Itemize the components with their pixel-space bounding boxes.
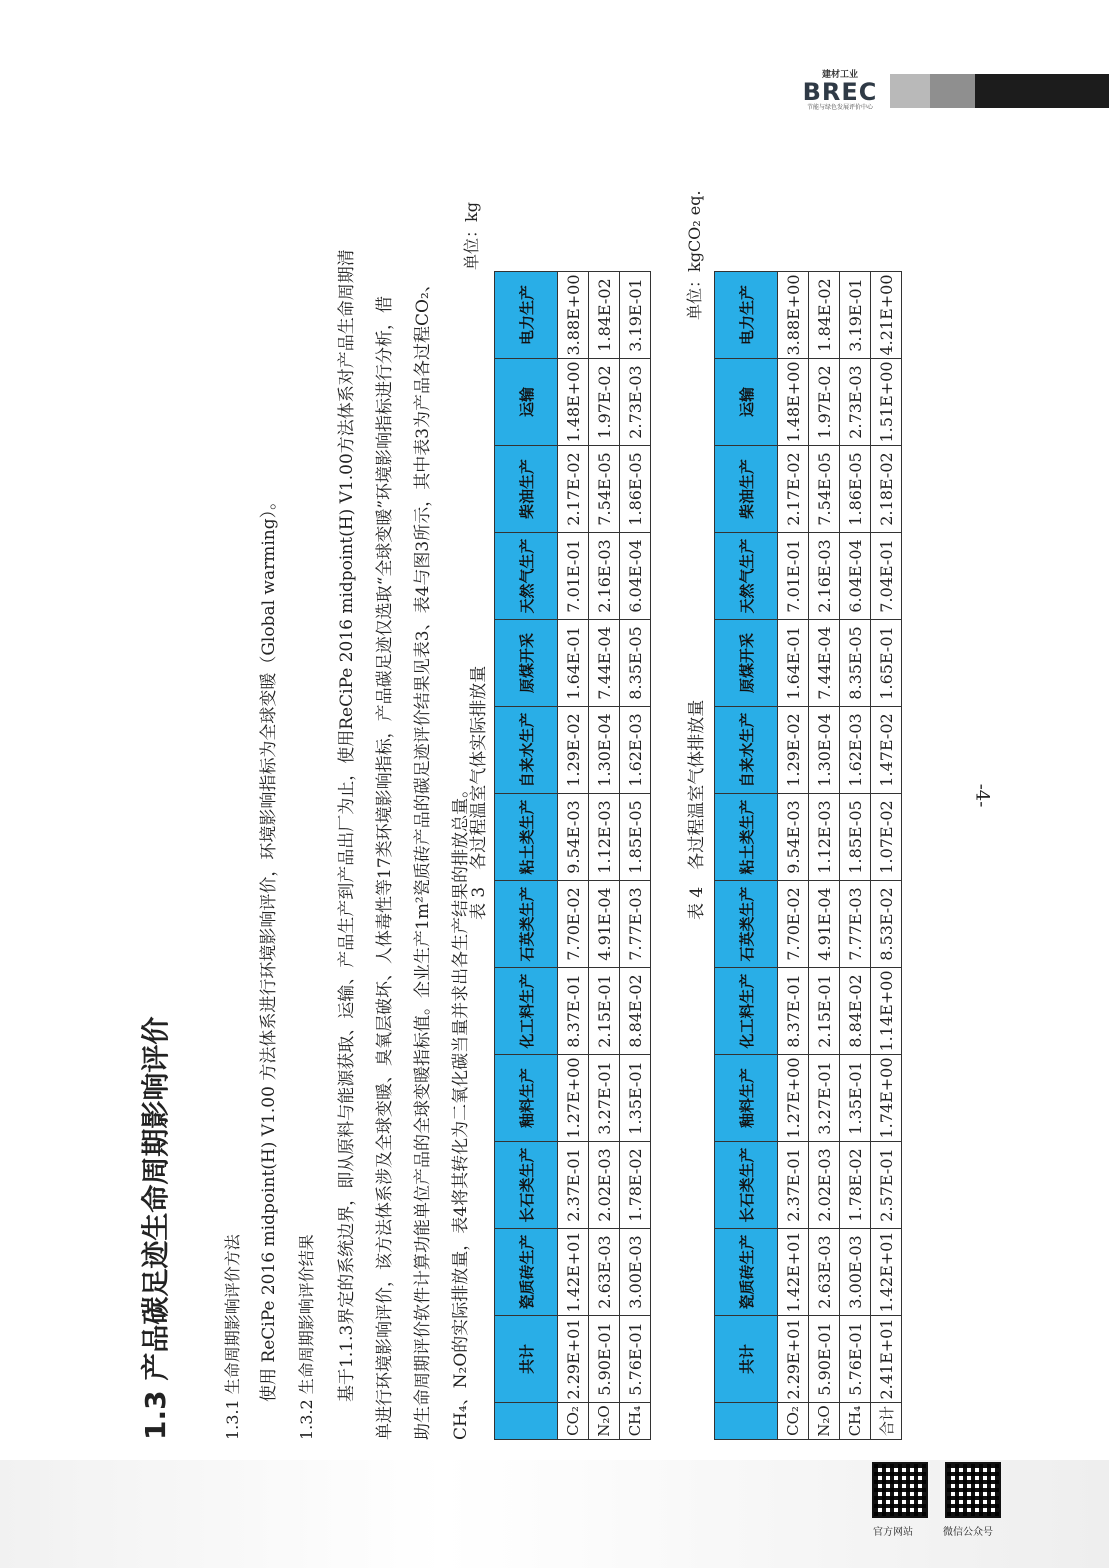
row-header-cell: N₂O xyxy=(809,1403,840,1440)
table-cell: 1.62E-03 xyxy=(840,707,871,794)
table4-header-cell: 共计 xyxy=(715,1316,778,1403)
row-header-cell: N₂O xyxy=(589,1403,620,1440)
table-cell: 1.12E-03 xyxy=(809,794,840,881)
table-cell: 7.04E-01 xyxy=(871,533,902,620)
table-cell: 6.04E-04 xyxy=(620,533,651,620)
table4-body xyxy=(778,272,902,1440)
table4-header-cell: 釉料生产 xyxy=(715,1055,778,1142)
table3-header-cell: 石英类生产 xyxy=(495,881,558,968)
table-cell: 1.85E-05 xyxy=(840,794,871,881)
table-cell: 2.63E-03 xyxy=(589,1229,620,1316)
table-cell: 3.27E-01 xyxy=(809,1055,840,1142)
table4-header-cell: 粘土类生产 xyxy=(715,794,778,881)
qr-code-website-icon[interactable] xyxy=(872,1462,928,1518)
table-cell: 7.70E-02 xyxy=(558,881,589,968)
table4-header-cell: 自来水生产 xyxy=(715,707,778,794)
table-cell: 1.64E-01 xyxy=(558,620,589,707)
table-cell: 1.30E-04 xyxy=(589,707,620,794)
table-row xyxy=(840,272,871,1440)
table-row xyxy=(809,272,840,1440)
result-paragraph-line-1: 基于1.1.3界定的系统边界，即从原料与能源获取、运输、产品生产到产品出厂为止，使用ReCiPe 2016 midpoint(H) V1.00方法体系对产品生命周期清 xyxy=(337,249,357,1402)
table-cell: 1.29E-02 xyxy=(558,707,589,794)
table-cell: 1.07E-02 xyxy=(871,794,902,881)
table-cell: 1.47E-02 xyxy=(871,707,902,794)
table4-header-row xyxy=(715,272,778,1440)
table-cell: 1.48E+00 xyxy=(558,359,589,446)
table3-header-cell: 化工料生产 xyxy=(495,968,558,1055)
table-cell: 1.64E-01 xyxy=(778,620,809,707)
table3-body xyxy=(558,272,651,1440)
table-row xyxy=(620,272,651,1440)
table-cell: 3.19E-01 xyxy=(840,272,871,359)
table3-header-row xyxy=(495,272,558,1440)
table-cell: 2.17E-02 xyxy=(778,446,809,533)
table4-header-cell xyxy=(715,1403,778,1440)
table-cell: 1.78E-02 xyxy=(840,1142,871,1229)
table3-header-cell: 电力生产 xyxy=(495,272,558,359)
qr-code-wechat-icon[interactable] xyxy=(945,1462,1001,1518)
table-cell: 7.77E-03 xyxy=(620,881,651,968)
table-cell: 1.35E-01 xyxy=(620,1055,651,1142)
table-cell: 2.29E+01 xyxy=(778,1316,809,1403)
table-cell: 3.88E+00 xyxy=(558,272,589,359)
table-cell: 1.30E-04 xyxy=(809,707,840,794)
table4-header-cell: 化工料生产 xyxy=(715,968,778,1055)
rotated-page-content xyxy=(134,140,894,1440)
section-title: 1.3 产品碳足迹生命周期影响评价 xyxy=(139,1016,172,1440)
table-cell: 8.37E-01 xyxy=(778,968,809,1055)
table-cell: 2.29E+01 xyxy=(558,1316,589,1403)
table-cell: 1.27E+00 xyxy=(778,1055,809,1142)
footer-background xyxy=(0,1460,1109,1568)
result-paragraph-line-3: 助生命周期评价软件计算功能单位产品的全球变暖指标值。企业生产1m²瓷质砖产品的碳足迹评价结果见表3、表4与图3所示，其中表3为产品各过程CO₂、 xyxy=(413,275,433,1440)
qr-wechat-label: 微信公众号 xyxy=(943,1527,993,1538)
method-paragraph: 使用 ReCiPe 2016 midpoint(H) V1.00 方法体系进行环境影响评价，环境影响指标为全球变暖（Global warming）。 xyxy=(259,492,279,1402)
table3-unit: 单位：kg xyxy=(462,202,481,270)
table-cell: 1.42E+01 xyxy=(778,1229,809,1316)
table-cell: 5.76E-01 xyxy=(840,1316,871,1403)
table3-header-cell: 天然气生产 xyxy=(495,533,558,620)
table-cell: 4.21E+00 xyxy=(871,272,902,359)
table3 xyxy=(494,271,651,1440)
table-cell: 2.37E-01 xyxy=(778,1142,809,1229)
subsection-1-heading: 1.3.1 生命周期影响评价方法 xyxy=(223,1234,242,1440)
table-cell: 2.37E-01 xyxy=(558,1142,589,1229)
result-paragraph-line-4: CH₄、N₂O的实际排放量，表4将其转化为二氧化碳当量并求出各生产结果的排放总量。 xyxy=(451,780,471,1440)
table-cell: 1.14E+00 xyxy=(871,968,902,1055)
table-cell: 2.15E-01 xyxy=(589,968,620,1055)
table-cell: 1.85E-05 xyxy=(620,794,651,881)
header-band-mid xyxy=(930,74,980,108)
table-cell: 7.44E-04 xyxy=(589,620,620,707)
table-cell: 7.77E-03 xyxy=(840,881,871,968)
table-cell: 2.73E-03 xyxy=(620,359,651,446)
table-cell: 8.35E-05 xyxy=(620,620,651,707)
table-cell: 3.19E-01 xyxy=(620,272,651,359)
table-cell: 5.90E-01 xyxy=(589,1316,620,1403)
table3-header-cell: 自来水生产 xyxy=(495,707,558,794)
table-cell: 1.74E+00 xyxy=(871,1055,902,1142)
logo-top-text: 建材工业 xyxy=(821,70,858,80)
table4-header-cell: 电力生产 xyxy=(715,272,778,359)
table-cell: 1.42E+01 xyxy=(558,1229,589,1316)
row-header-cell: CH₄ xyxy=(840,1403,871,1440)
table-cell: 9.54E-03 xyxy=(558,794,589,881)
table-cell: 2.41E+01 xyxy=(871,1316,902,1403)
logo-main-text: BREC xyxy=(802,78,878,106)
table-cell: 2.18E-02 xyxy=(871,446,902,533)
table-cell: 8.53E-02 xyxy=(871,881,902,968)
table-row xyxy=(558,272,589,1440)
table-cell: 2.16E-03 xyxy=(589,533,620,620)
table4-header-cell: 柴油生产 xyxy=(715,446,778,533)
table-cell: 8.84E-02 xyxy=(840,968,871,1055)
table-cell: 2.02E-03 xyxy=(589,1142,620,1229)
table-cell: 8.37E-01 xyxy=(558,968,589,1055)
table-cell: 2.02E-03 xyxy=(809,1142,840,1229)
table-cell: 3.00E-03 xyxy=(620,1229,651,1316)
table3-header-cell: 釉料生产 xyxy=(495,1055,558,1142)
table-cell: 7.54E-05 xyxy=(809,446,840,533)
table3-header-cell: 长石类生产 xyxy=(495,1142,558,1229)
table3-header-cell: 原煤开采 xyxy=(495,620,558,707)
header-band-dark xyxy=(975,74,1109,108)
row-header-cell: CH₄ xyxy=(620,1403,651,1440)
table-cell: 1.27E+00 xyxy=(558,1055,589,1142)
table4-header-cell: 长石类生产 xyxy=(715,1142,778,1229)
table3-header-cell: 粘土类生产 xyxy=(495,794,558,881)
table-cell: 2.73E-03 xyxy=(840,359,871,446)
table-cell: 1.84E-02 xyxy=(809,272,840,359)
qr-website-label: 官方网站 xyxy=(873,1527,913,1538)
table-cell: 2.63E-03 xyxy=(809,1229,840,1316)
table-cell: 3.00E-03 xyxy=(840,1229,871,1316)
table-cell: 1.51E+00 xyxy=(871,359,902,446)
table-cell: 7.44E-04 xyxy=(809,620,840,707)
table3-header-cell xyxy=(495,1403,558,1440)
table-row xyxy=(871,272,902,1440)
table-cell: 1.78E-02 xyxy=(620,1142,651,1229)
table-cell: 1.84E-02 xyxy=(589,272,620,359)
table-cell: 4.91E-04 xyxy=(589,881,620,968)
row-header-cell: 合计 xyxy=(871,1403,902,1440)
row-header-cell: CO₂ xyxy=(778,1403,809,1440)
table4-caption: 表 4 各过程温室气体排放量 xyxy=(687,699,707,920)
table-cell: 7.01E-01 xyxy=(778,533,809,620)
table-cell: 2.16E-03 xyxy=(809,533,840,620)
table-cell: 5.76E-01 xyxy=(620,1316,651,1403)
table-cell: 7.01E-01 xyxy=(558,533,589,620)
table-cell: 1.86E-05 xyxy=(840,446,871,533)
brec-logo xyxy=(785,70,895,116)
table3-header-cell: 柴油生产 xyxy=(495,446,558,533)
table-cell: 8.35E-05 xyxy=(840,620,871,707)
table-cell: 1.62E-03 xyxy=(620,707,651,794)
table4-header-cell: 瓷质砖生产 xyxy=(715,1229,778,1316)
table-cell: 1.42E+01 xyxy=(871,1229,902,1316)
table-cell: 9.54E-03 xyxy=(778,794,809,881)
table4-header-cell: 天然气生产 xyxy=(715,533,778,620)
table3-header-cell: 共计 xyxy=(495,1316,558,1403)
table-cell: 2.17E-02 xyxy=(558,446,589,533)
table-cell: 4.91E-04 xyxy=(809,881,840,968)
result-paragraph-line-2: 单进行环境影响评价，该方法体系涉及全球变暖、臭氧层破坏、人体毒性等17类环境影响指标，产品碳足迹仅选取“全球变暖”环境影响指标进行分析，借 xyxy=(375,295,395,1440)
table-cell: 1.97E-02 xyxy=(589,359,620,446)
table3-caption: 表 3 各过程温室气体实际排放量 xyxy=(469,665,489,920)
logo-sub-text: 节能与绿色发展评价中心 xyxy=(806,104,873,111)
table-cell: 7.70E-02 xyxy=(778,881,809,968)
table-cell: 1.65E-01 xyxy=(871,620,902,707)
table-row xyxy=(778,272,809,1440)
table-cell: 2.15E-01 xyxy=(809,968,840,1055)
table4-header-cell: 原煤开采 xyxy=(715,620,778,707)
row-header-cell: CO₂ xyxy=(558,1403,589,1440)
table-cell: 1.12E-03 xyxy=(589,794,620,881)
page-number: -4- xyxy=(971,783,993,808)
table-cell: 1.86E-05 xyxy=(620,446,651,533)
table-cell: 5.90E-01 xyxy=(809,1316,840,1403)
table4-header-cell: 运输 xyxy=(715,359,778,446)
table-cell: 1.29E-02 xyxy=(778,707,809,794)
table3-header-cell: 瓷质砖生产 xyxy=(495,1229,558,1316)
subsection-2-heading: 1.3.2 生命周期影响评价结果 xyxy=(297,1234,316,1440)
table-cell: 6.04E-04 xyxy=(840,533,871,620)
table4-header-cell: 石英类生产 xyxy=(715,881,778,968)
table-row xyxy=(589,272,620,1440)
table3-header-cell: 运输 xyxy=(495,359,558,446)
table-cell: 7.54E-05 xyxy=(589,446,620,533)
table4-unit: 单位：kgCO₂ eq. xyxy=(685,190,704,320)
table-cell: 1.35E-01 xyxy=(840,1055,871,1142)
table-cell: 1.48E+00 xyxy=(778,359,809,446)
table4 xyxy=(714,271,902,1440)
table-cell: 8.84E-02 xyxy=(620,968,651,1055)
table-cell: 1.97E-02 xyxy=(809,359,840,446)
table-cell: 3.27E-01 xyxy=(589,1055,620,1142)
table-cell: 2.57E-01 xyxy=(871,1142,902,1229)
table-cell: 3.88E+00 xyxy=(778,272,809,359)
